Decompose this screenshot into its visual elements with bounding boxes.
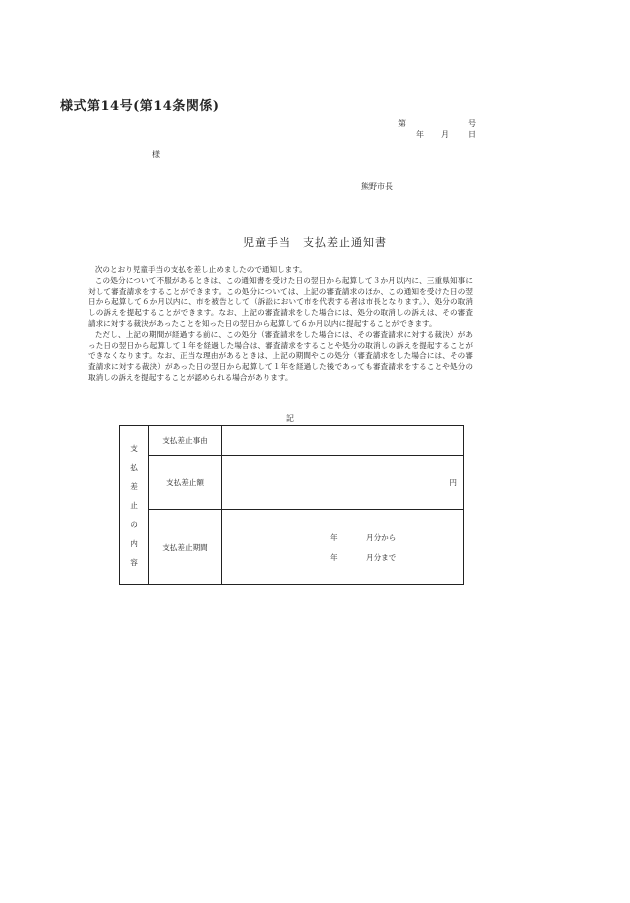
date-year: 年 — [416, 130, 424, 139]
number-go: 号 — [468, 119, 476, 128]
addressee-suffix: 様 — [152, 150, 160, 159]
body-paragraph-appeal: この処分について不服があるときは、この通知書を受けた日の翌日から起算して３か月以内に、三重県知事に対して審査請求をすることができます。この処分については、上記の審査請求のほか、この通知を受けた日の翌日から起算して６か月以内に、市を被告として（訴訟において市を代表する者は市長となります。）、処分の取消しの訴えを提起することができます。なお、上記の審査請求をした場合には、処分の取消しの訴えは、その審査請求に対する裁決があったことを知った日の翌日から起算して６か月以内に提起することができます。 — [88, 275, 473, 328]
vertical-char: 払 — [130, 462, 138, 472]
vertical-char: 止 — [130, 500, 138, 510]
period-from-month: 月分から — [366, 533, 397, 542]
number-dai: 第 — [398, 119, 406, 128]
vertical-label — [120, 426, 149, 585]
body-text — [88, 265, 473, 384]
detail-table — [119, 425, 464, 585]
vertical-char: の — [130, 519, 138, 529]
vertical-char: 差 — [130, 481, 138, 491]
date-day: 日 — [468, 130, 476, 139]
period-to-year: 年 — [330, 553, 338, 562]
issuer: 熊野市長 — [361, 182, 393, 191]
vertical-char: 支 — [130, 443, 138, 453]
period-from-year: 年 — [330, 533, 338, 542]
body-paragraph-notice: 次のとおり児童手当の支払を差し止めましたので通知します。 — [94, 265, 307, 274]
ki-label: 記 — [286, 414, 294, 423]
amount-label: 支払差止額 — [149, 456, 222, 510]
reason-value — [222, 426, 464, 456]
document-title: 児童手当 支払差止通知書 — [243, 236, 387, 249]
period-label: 支払差止期間 — [149, 510, 222, 585]
vertical-char: 内 — [130, 538, 138, 548]
body-paragraph-exception: ただし、上記の期間が経過する前に、この処分（審査請求をした場合には、その審査請求に対する裁決）があった日の翌日から起算して１年を経過した場合は、審査請求をすることや処分の取消しの訴えを提起することができなくなります。なお、正当な理由があるときは、上記の期間やこの処分（審査請求をした場合には、その審査請求に対する裁決）があった日の翌日から起算して１年を経過した後であっても審査請求をすることや処分の取消しの訴えを提起することが認められる場合があります。 — [88, 329, 473, 382]
period-to-month: 月分まで — [366, 553, 397, 562]
date-month: 月 — [441, 130, 449, 139]
reason-label: 支払差止事由 — [149, 426, 222, 456]
vertical-char: 容 — [130, 557, 138, 567]
form-number: 様式第14号(第14条関係) — [60, 99, 220, 114]
amount-unit: 円 — [222, 456, 464, 510]
period-value — [222, 510, 464, 585]
